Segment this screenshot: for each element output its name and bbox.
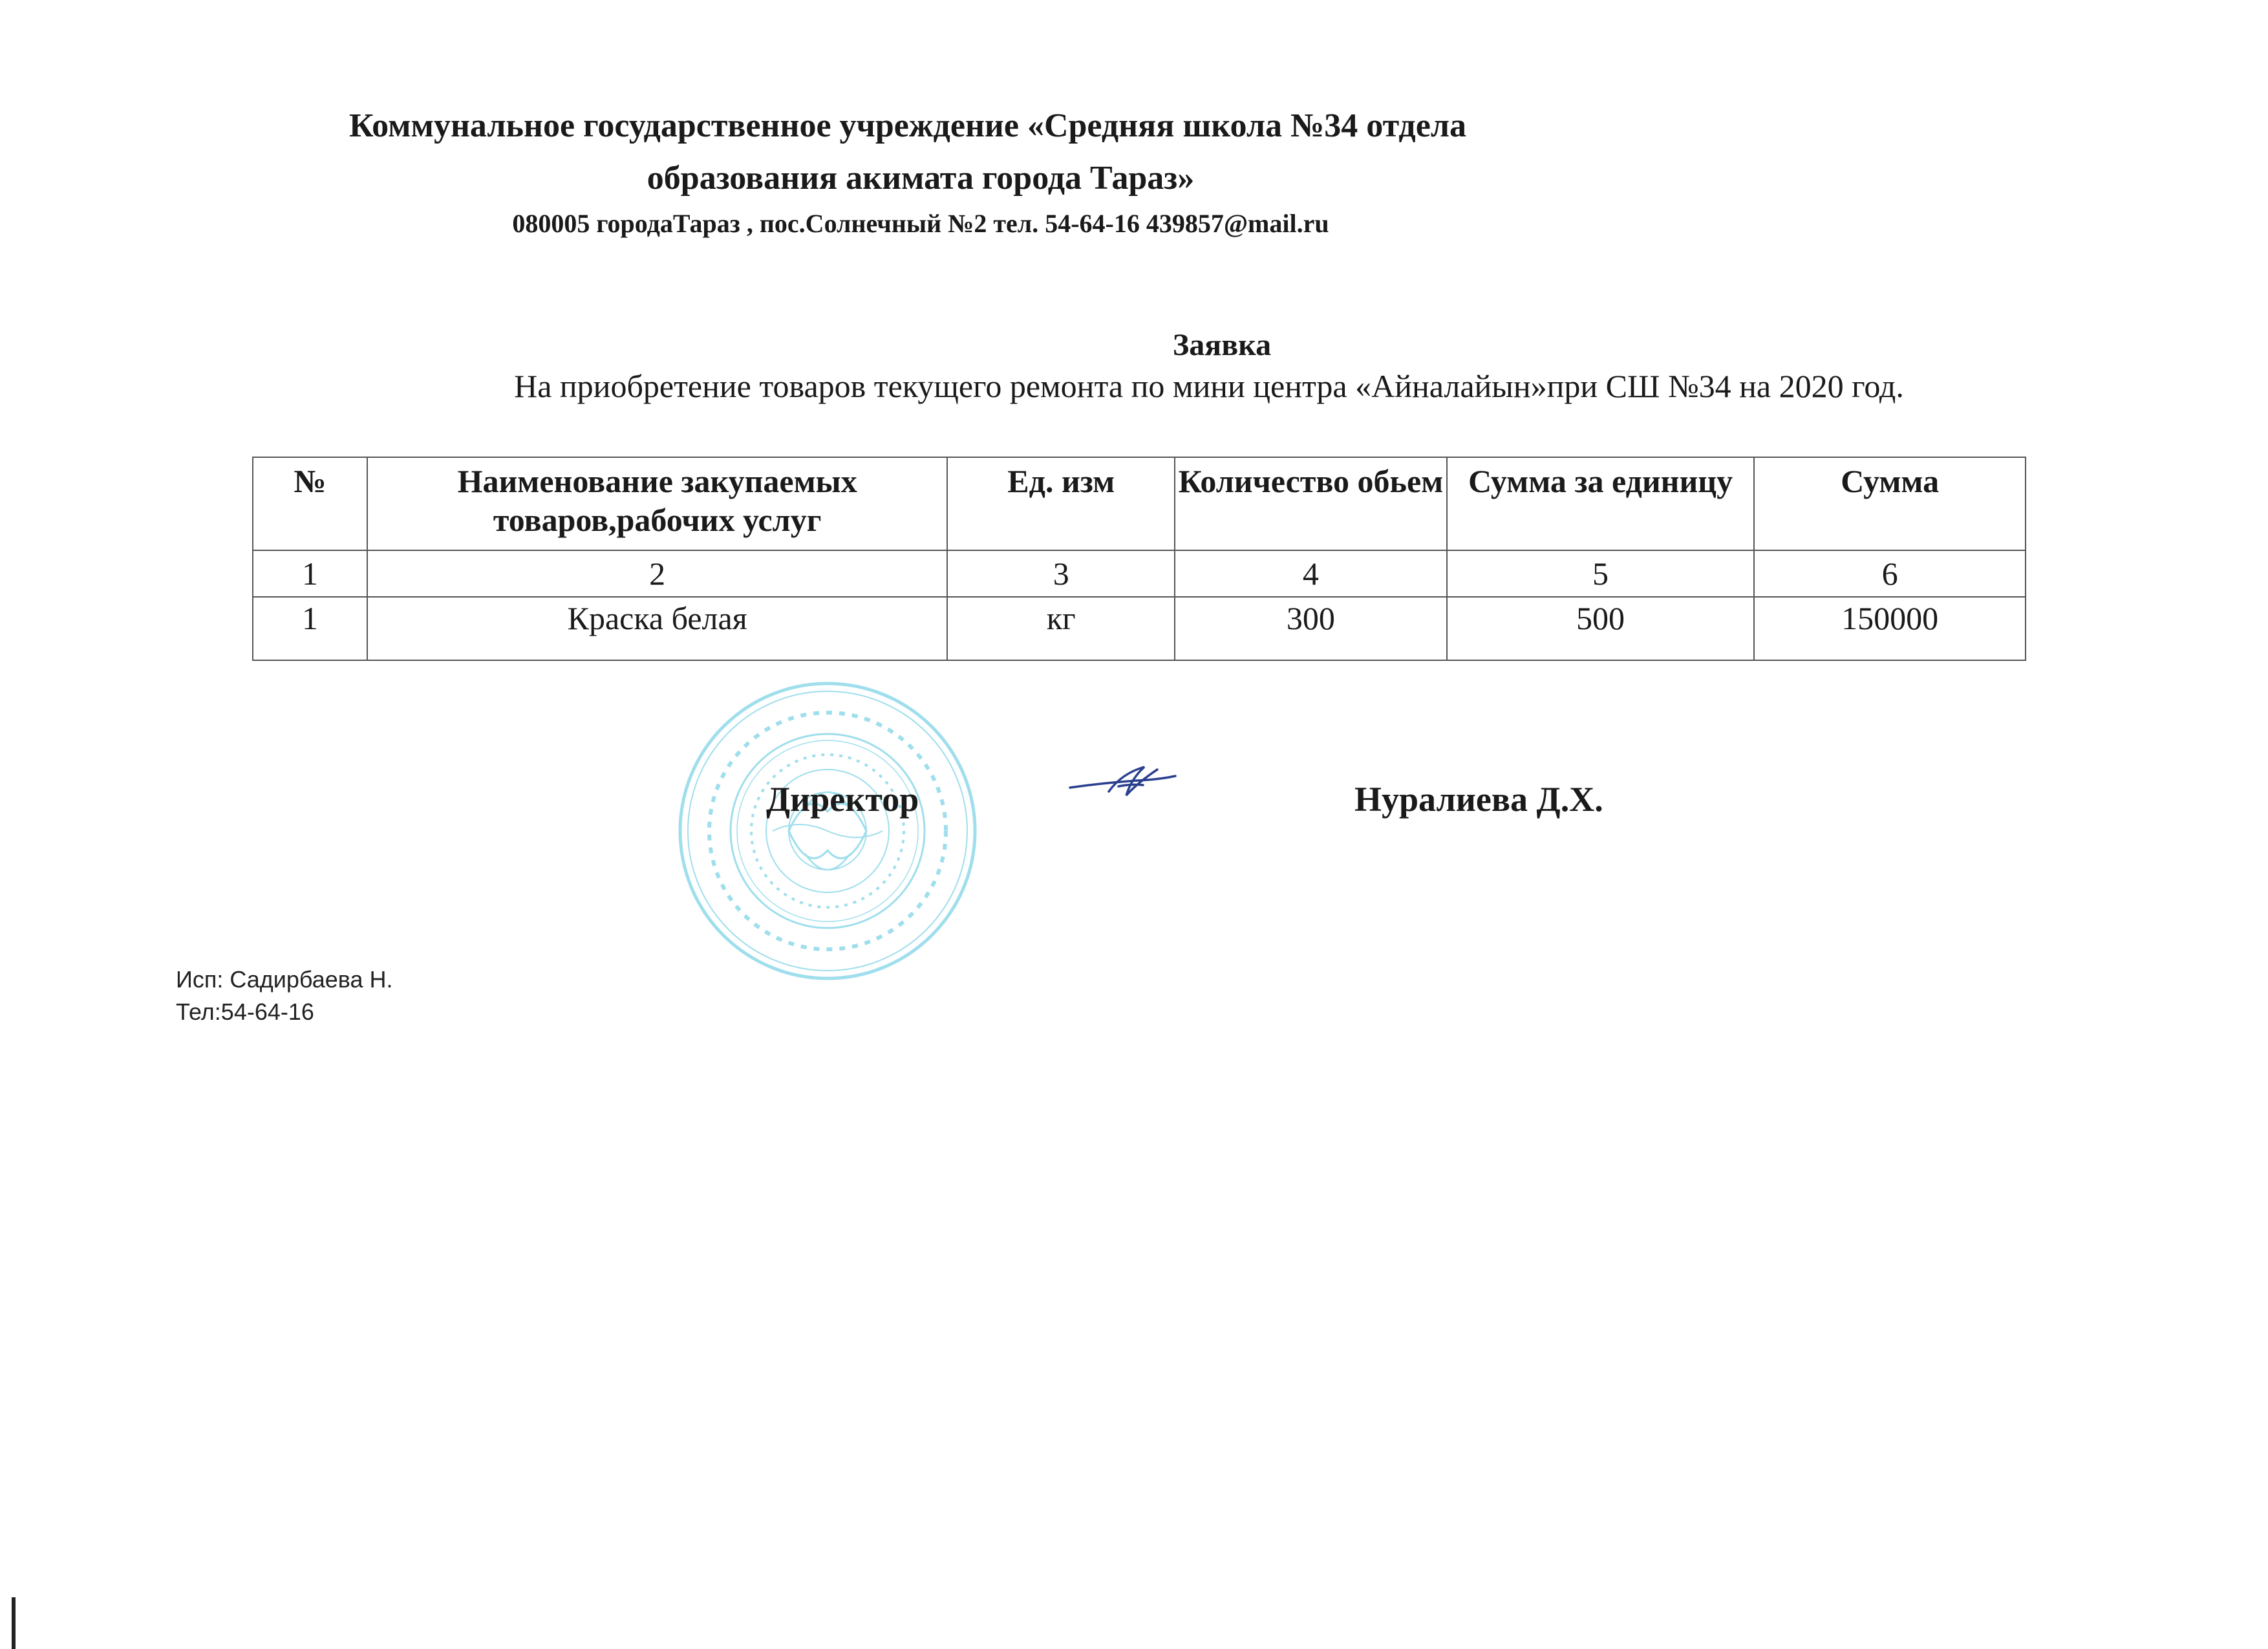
table-cell: 5	[1447, 550, 1755, 597]
goods-table	[252, 457, 2026, 661]
executor-name: Исп: Садирбаева Н.	[176, 966, 393, 993]
official-stamp-seal	[676, 679, 979, 983]
header-cell-quantity: Количество обьем	[1175, 457, 1447, 550]
document-title: Заявка	[1172, 328, 1272, 362]
table-cell: 1	[253, 550, 367, 597]
scan-margin-mark	[12, 1597, 16, 1649]
executor-info	[176, 964, 393, 1028]
org-name-line1: Коммунальное государственное учреждение «Средняя школа №34 отдела	[348, 107, 1466, 144]
header-cell-unit-price: Сумма за единицу	[1447, 457, 1755, 550]
org-address-line: 080005 городаТараз , пос.Солнечный №2 тел. 54-64-16 439857@mail.ru	[512, 209, 1329, 238]
document-subtitle: На приобретение товаров текущего ремонта по мини центра «Айналайын»при СШ №34 на 2020 год.	[514, 368, 1904, 404]
table-cell: 4	[1175, 550, 1447, 597]
header-cell-number: №	[253, 457, 367, 550]
director-position-label: Директор	[766, 780, 919, 819]
column-numbering-row	[253, 550, 2026, 597]
table-cell: 6	[1754, 550, 2026, 597]
table-cell: 1	[253, 597, 367, 660]
table-cell: 300	[1175, 597, 1447, 660]
header-cell-unit: Ед. изм	[947, 457, 1175, 550]
table-row	[253, 597, 2026, 660]
table-cell: кг	[947, 597, 1175, 660]
table-cell: 500	[1447, 597, 1755, 660]
table-header-row	[253, 457, 2026, 550]
table-cell: 150000	[1754, 597, 2026, 660]
header-cell-name: Наименование закупаемых товаров,рабочих услуг	[367, 457, 947, 550]
director-name: Нуралиева Д.Х.	[1354, 780, 1603, 819]
header-cell-total: Сумма	[1754, 457, 2026, 550]
executor-phone: Тел:54-64-16	[176, 998, 314, 1025]
org-name-line2: образования акимата города Тараз»	[647, 160, 1195, 197]
table-cell: Краска белая	[367, 597, 947, 660]
table-cell: 2	[367, 550, 947, 597]
table-cell: 3	[947, 550, 1175, 597]
director-signature	[1067, 757, 1180, 808]
